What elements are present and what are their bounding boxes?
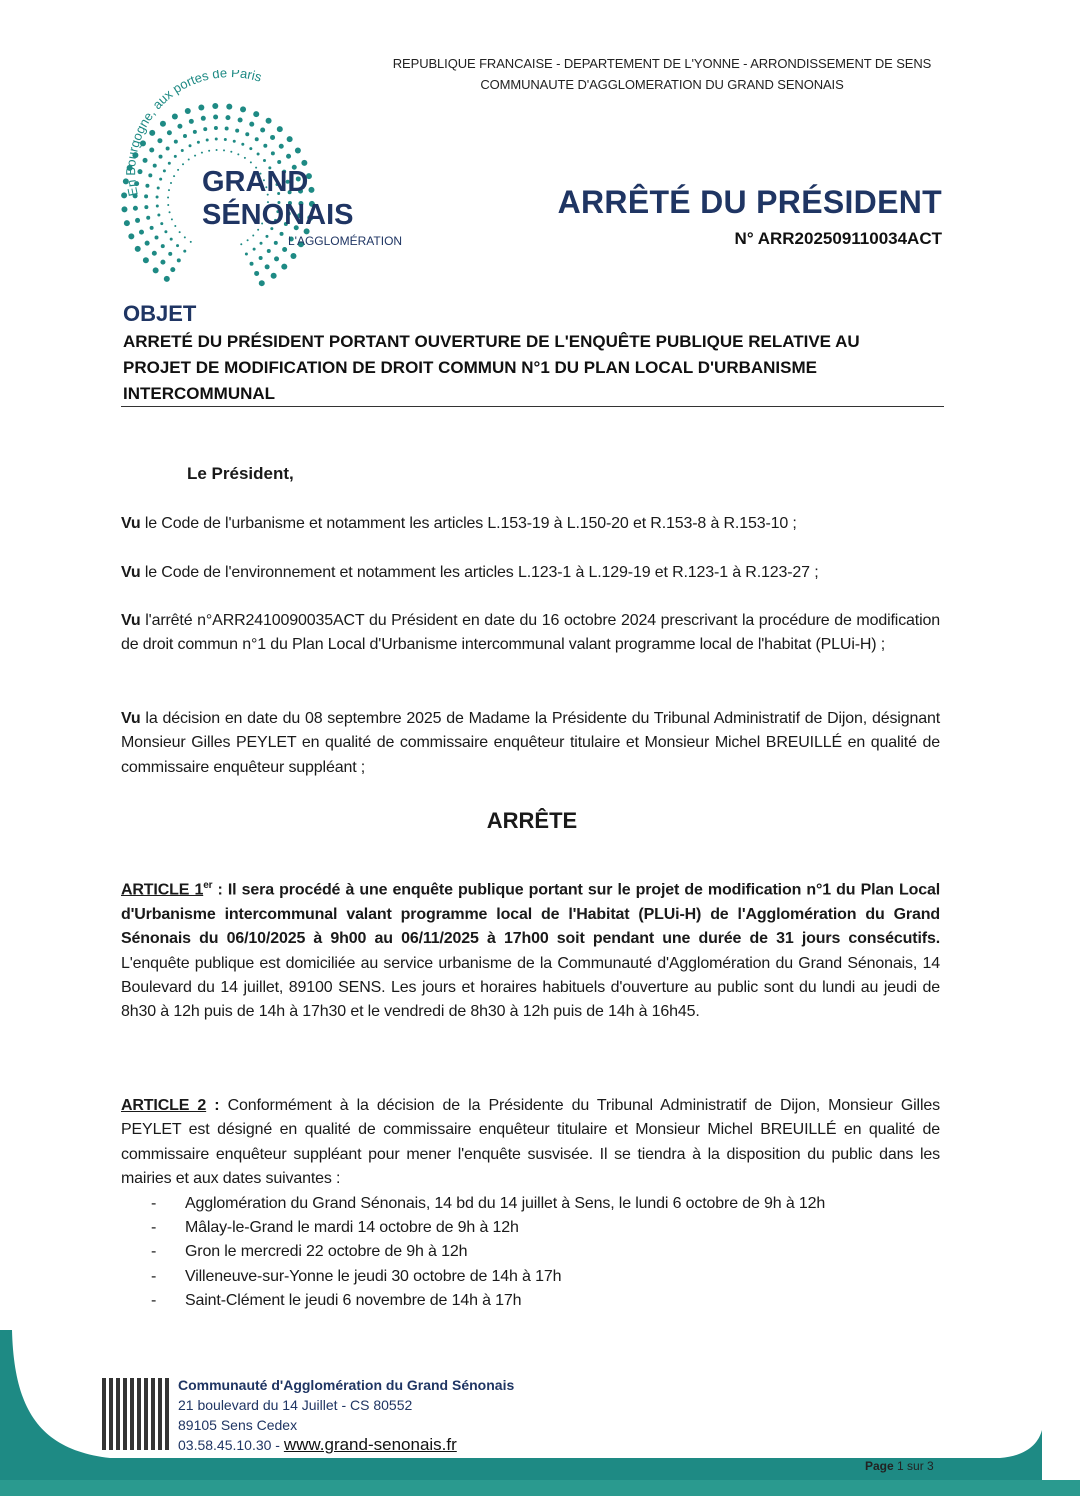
list-item: - Agglomération du Grand Sénonais, 14 bd du 14 juillet à Sens, le lundi 6 octobre de 9h à 12h — [121, 1192, 940, 1216]
document-number: N° ARR202509110034ACT — [734, 229, 942, 248]
divider — [121, 406, 944, 407]
list-item: - Saint-Clément le jeudi 6 novembre de 14h à 17h — [121, 1289, 940, 1313]
objet-label: OBJET — [123, 301, 197, 326]
logo-sub: L'AGGLOMÉRATION — [288, 234, 403, 248]
list-item: - Gron le mercredi 22 octobre de 9h à 12h — [121, 1240, 940, 1264]
objet-text: ARRETÉ DU PRÉSIDENT PORTANT OUVERTURE DE L'ENQUÊTE PUBLIQUE RELATIVE AU PROJET DE MODIFICATION DE DROIT COMMUN N°1 DU PLAN LOCAL D'URBANISME INTERCOMMUNAL — [123, 332, 860, 403]
page-number: Page 1 sur 3 — [865, 1459, 934, 1473]
header-line-2: COMMUNAUTE D'AGGLOMERATION DU GRAND SENONAIS — [480, 77, 844, 92]
website-link[interactable]: www.grand-senonais.fr — [283, 1435, 457, 1454]
logo — [108, 70, 403, 300]
arrete-heading: ARRÊTE — [486, 808, 578, 833]
svg-text:En Bourgogne, aux portes de Pa: En Bourgogne, aux portes de Paris — [123, 70, 264, 198]
permanence-list — [121, 1192, 940, 1314]
list-item: - Mâlay-le-Grand le mardi 14 octobre de 9h à 12h — [121, 1216, 940, 1240]
article-2: ARTICLE 2 : Conformément à la décision de la Présidente du Tribunal Administratif de Dijon, Monsieur Gilles PEYLET est désigné en qualité de commissaire enquêteur titulaire et Monsieur Michel BREUILLÉ en qualité de commissaire enquêteur suppléant pour mener l'enquête susvisée. Il se tiendra à la disposition du public dans les mairies et aux dates suivantes : - Agglomération du Grand Sénonais, 14 bd du 14 juillet à Sens, le lundi 6 octobre de 9h à 12h - Mâlay-le-Grand le mardi 14 octobre de 9h à 12h - Gron le mercredi 22 octobre de 9h à 12h - Villeneuve-sur-Yonne le jeudi 30 octobre de 14h à 17h - Saint-Clément le jeudi 6 novembre de 14h à 17h — [121, 1094, 940, 1314]
document-title: ARRÊTÉ DU PRÉSIDENT — [557, 184, 942, 220]
vu-paragraph: Vu le Code de l'urbanisme et notamment les articles L.153-19 à L.150-20 et R.153-8 à R.153-10 ; — [121, 515, 797, 532]
qr-code-icon — [102, 1378, 172, 1450]
vu-paragraph: Vu la décision en date du 08 septembre 2025 de Madame la Présidente du Tribunal Administratif de Dijon, désignant Monsieur Gilles PEYLET en qualité de commissaire enquêteur titulaire et Monsieur Michel BREUILLÉ en qualité de commissaire enquêteur suppléant ; — [121, 710, 940, 776]
vu-paragraph: Vu l'arrêté n°ARR2410090035ACT du Président en date du 16 octobre 2024 prescrivant la procédure de modification de droit commun n°1 du Plan Local d'Urbanisme intercommunal valant programme local de l'habitat (PLUi-H) ; — [121, 612, 940, 654]
vu-paragraph: Vu le Code de l'environnement et notamment les articles L.123-1 à L.129-19 et R.123-1 à R.123-27 ; — [121, 564, 819, 581]
logo-name: GRAND SÉNONAIS — [202, 166, 354, 231]
article-1: ARTICLE 1er : Il sera procédé à une enquête publique portant sur le projet de modification n°1 du Plan Local d'Urbanisme intercommunal valant programme local de l'Habitat (PLUi-H) de l'Agglomération du Grand Sénonais du 06/10/2025 à 9h00 au 06/11/2025 à 17h00 soit pendant une durée de 31 jours consécutifs. L'enquête publique est domiciliée au service urbanisme de la Communauté d'Agglomération du Grand Sénonais, 14 Boulevard du 14 juillet, 89100 SENS. Les jours et horaires habituels d'ouverture au public sont du lundi au jeudi de 8h30 à 12h puis de 14h à 17h30 et le vendredi de 8h30 à 12h puis de 14h à 16h45. — [121, 880, 940, 1021]
president-heading: Le Président, — [187, 464, 294, 483]
list-item: - Villeneuve-sur-Yonne le jeudi 30 octobre de 14h à 17h — [121, 1265, 940, 1289]
footer-contact: Communauté d'Agglomération du Grand Sénonais 21 boulevard du 14 Juillet - CS 80552 89105 Sens Cedex 03.58.45.10.30 - www.grand-senonais.fr — [178, 1377, 515, 1454]
header-line-1: REPUBLIQUE FRANCAISE - DEPARTEMENT DE L'YONNE - ARRONDISSEMENT DE SENS — [392, 56, 932, 71]
